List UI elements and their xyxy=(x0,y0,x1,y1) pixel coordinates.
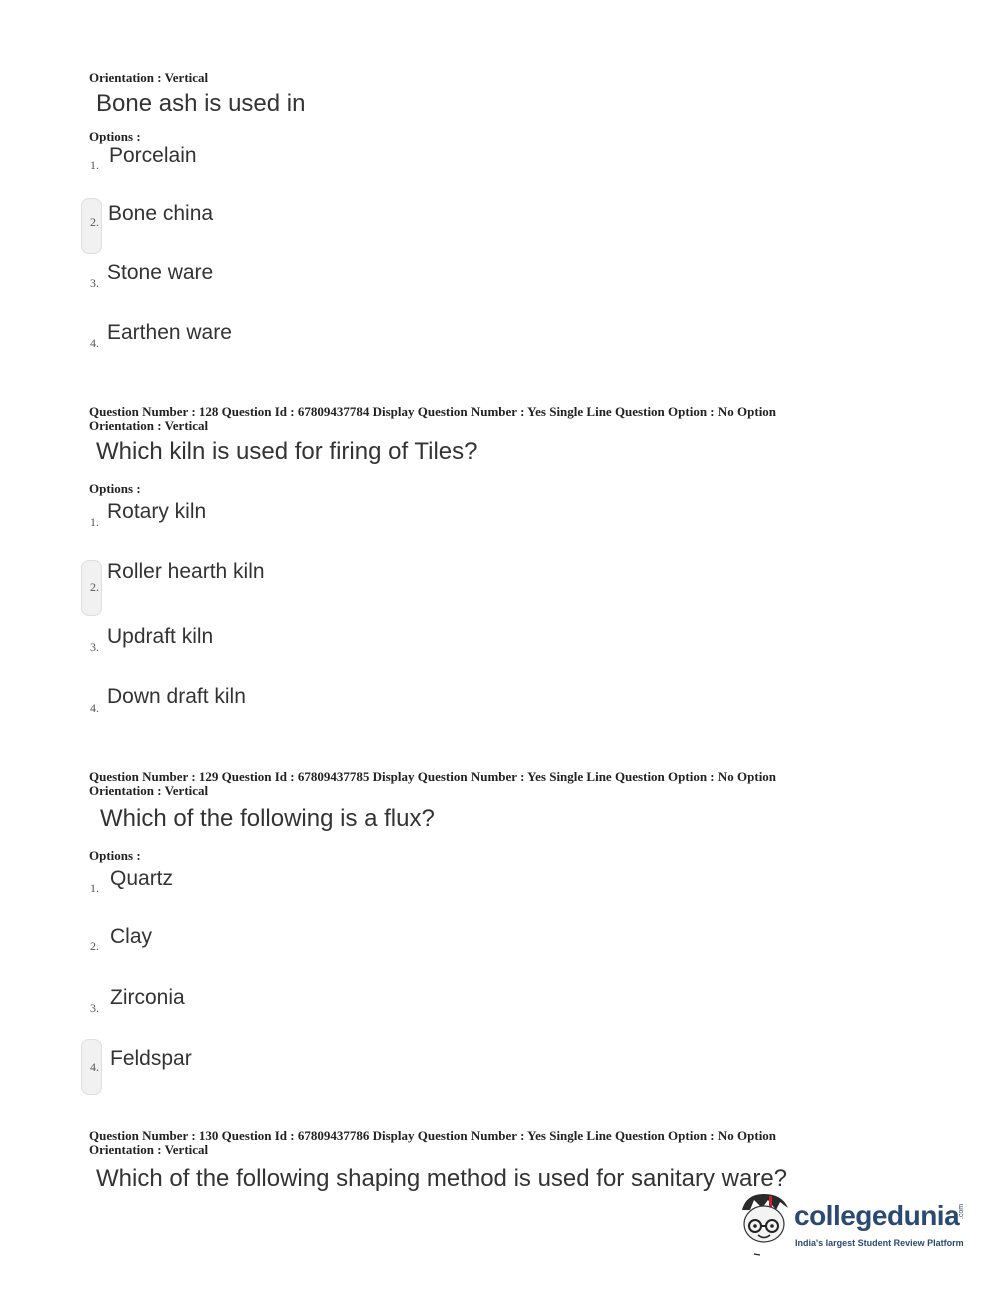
question-header: Question Number : 130 Question Id : 67809437786 Display Question Number : Yes Single Line Question Option : No Option xyxy=(89,1128,777,1143)
option-number: 4. xyxy=(90,336,99,350)
option-number: 4. xyxy=(90,1060,99,1074)
question-header: Question Number : 129 Question Id : 67809437785 Display Question Number : Yes Single Line Question Option : No Option xyxy=(89,769,777,784)
option-text: Earthen ware xyxy=(107,321,232,344)
orientation-label: Orientation : Vertical xyxy=(89,418,209,433)
option-text: Feldspar xyxy=(110,1047,192,1070)
option-text: Clay xyxy=(110,925,153,948)
option-number: 3. xyxy=(90,276,99,290)
option-text: Porcelain xyxy=(109,144,197,167)
logo-suffix: .com xyxy=(958,1203,966,1220)
option-text: Roller hearth kiln xyxy=(107,560,265,583)
option-number: 1. xyxy=(90,515,99,529)
option-number: 1. xyxy=(90,158,99,172)
option-text: Quartz xyxy=(110,867,174,890)
option-number: 3. xyxy=(90,640,99,654)
logo-wordmark: collegedunia xyxy=(794,1200,960,1231)
option-number: 2. xyxy=(90,939,99,953)
question-text: Which of the following is a flux? xyxy=(100,805,435,832)
logo-tagline: India's largest Student Review Platform xyxy=(795,1238,964,1248)
options-label: Options : xyxy=(89,481,141,496)
option-text: Stone ware xyxy=(107,261,214,284)
option-text: Zirconia xyxy=(110,986,185,1009)
question-text: Bone ash is used in xyxy=(96,90,306,117)
option-number: 4. xyxy=(90,701,99,715)
orientation-label: Orientation : Vertical xyxy=(89,70,209,85)
option-text: Rotary kiln xyxy=(107,500,207,523)
question-text: Which kiln is used for firing of Tiles? xyxy=(96,438,478,465)
orientation-label: Orientation : Vertical xyxy=(89,1142,209,1157)
question-text: Which of the following shaping method is used for sanitary ware? xyxy=(96,1165,788,1192)
option-text: Updraft kiln xyxy=(107,625,214,648)
option-number: 2. xyxy=(90,215,99,229)
option-number: 1. xyxy=(90,881,99,895)
options-label: Options : xyxy=(89,848,141,863)
option-number: 2. xyxy=(90,580,99,594)
mascot-icon xyxy=(736,1188,796,1260)
option-text: Down draft kiln xyxy=(107,685,246,708)
question-header: Question Number : 128 Question Id : 67809437784 Display Question Number : Yes Single Line Question Option : No Option xyxy=(89,404,777,419)
options-label: Options : xyxy=(89,129,141,144)
collegedunia-logo xyxy=(736,1188,966,1260)
option-number: 3. xyxy=(90,1001,99,1015)
option-text: Bone china xyxy=(108,202,214,225)
orientation-label: Orientation : Vertical xyxy=(89,783,209,798)
